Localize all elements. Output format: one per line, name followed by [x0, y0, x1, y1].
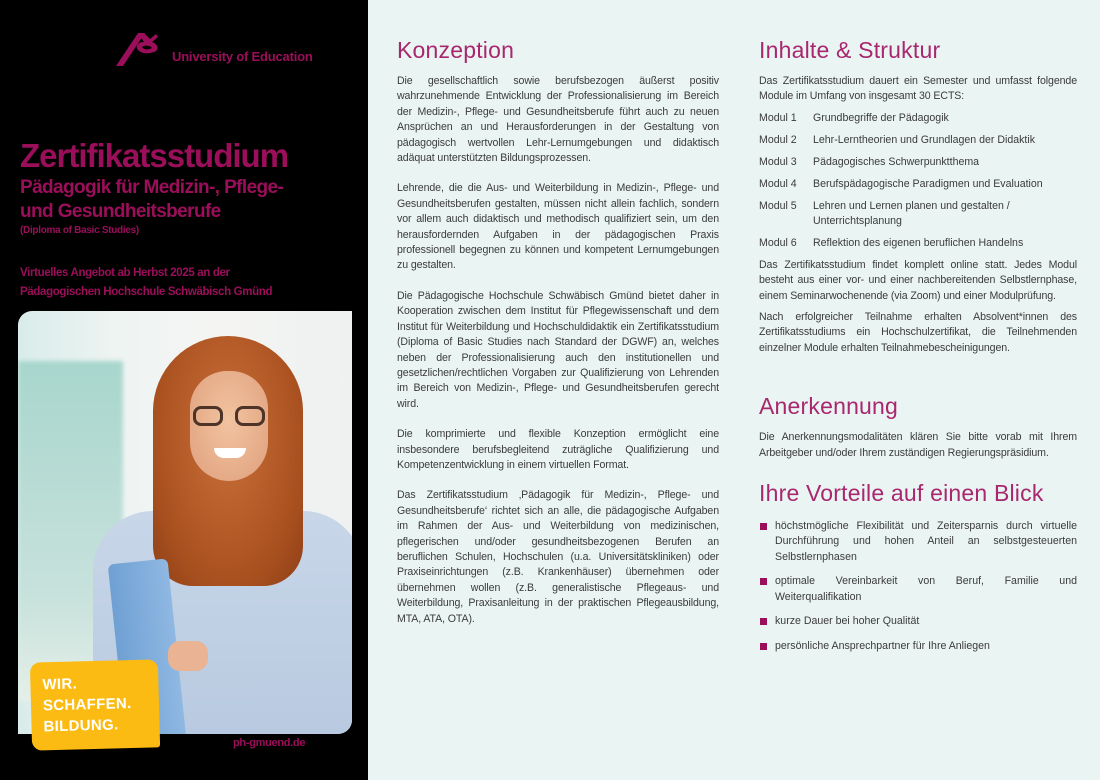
title-block — [20, 138, 360, 237]
benefit-text: optimale Vereinbarkeit von Beruf, Familie und Weiterqualifikation — [775, 575, 1077, 603]
inhalte-heading: Inhalte & Struktur — [759, 37, 941, 63]
subtitle-line-2: und Gesundheitsberufe — [20, 201, 221, 222]
university-logo — [114, 30, 313, 68]
module-number: Modul 3 — [759, 155, 797, 168]
slogan-line-1: WIR. — [42, 675, 78, 694]
module-item — [759, 133, 1077, 148]
konzeption-section — [397, 36, 719, 642]
subtitle-note: (Diploma of Basic Studies) — [20, 225, 139, 236]
module-list — [759, 111, 1077, 251]
module-item — [759, 236, 1077, 251]
module-name: Lehren und Lernen planen und gestalten / Unterrichtsplanung — [813, 199, 1010, 227]
konzeption-paragraph: Das Zertifikatsstudium ‚Pädagogik für Medizin-, Pflege- und Gesundheitsberufe‘ richtet sich an alle, die pädagogische Aufgaben im Rahmen der Aus- und Weiterbildung von medizinischen, pflegerischen und/oder gesundheitsbezogenen Berufen an beruflichen Schulen, Hochschulen (u.a. Universitätskliniken) oder Praxiseinrichtungen (z.B. Krankenhäuser) übernehmen oder übernehmen wollen (z.B. generalistische Pflegeaus- und Weiterbildung, Praxisanleitung in der praktischen Pflegeausbildung, MTA, ATA, OTA). — [397, 489, 719, 625]
konzeption-paragraph: Die gesellschaftlich sowie berufsbezogen äußerst positiv wahrzunehmende Entwicklung der Professionalisierung im Bereich der Medizin-, Pflege- und Gesundheitsberufe führt auch zu neuen Ansprüchen an und Herausforderungen in der Gestaltung von pädagogisch wertvollen Lehr-Lernumgebungen und didaktisch adäquat unterstützten Bildungsprozessen. — [397, 75, 719, 165]
benefit-text: höchstmögliche Flexibilität und Zeitersparnis durch virtuelle Durchführung und hohen Anteil an selbstgesteuerten Selbstlernphasen — [775, 520, 1077, 563]
inhalte-intro: Das Zertifikatsstudium dauert ein Semester und umfasst folgende Module im Umfang von insgesamt 30 ECTS: — [759, 75, 1077, 103]
cover-panel — [0, 0, 368, 780]
module-number: Modul 6 — [759, 236, 797, 249]
benefit-item — [759, 574, 1077, 605]
photo-smile — [214, 448, 246, 458]
module-number: Modul 2 — [759, 133, 797, 146]
konzeption-paragraph: Die komprimierte und flexible Konzeption ermöglicht eine insbesondere berufsbegleitend zuträgliche Qualifizierung und Kompetenzentwicklung in einem virtuellen Format. — [397, 428, 719, 471]
benefit-text: persönliche Ansprechpartner für Ihre Anliegen — [775, 639, 990, 652]
module-item — [759, 155, 1077, 170]
right-column — [759, 36, 1077, 663]
module-item — [759, 111, 1077, 126]
konzeption-heading: Konzeption — [397, 37, 515, 63]
module-number: Modul 4 — [759, 177, 797, 190]
square-bullet-icon — [760, 523, 767, 530]
benefit-text: kurze Dauer bei hoher Qualität — [775, 615, 920, 628]
square-bullet-icon — [760, 643, 767, 650]
slogan-line-2: SCHAFFEN. — [42, 695, 132, 715]
logo-text: University of Education — [172, 49, 313, 64]
anerkennung-section — [759, 392, 1077, 461]
module-item — [759, 177, 1077, 192]
module-name: Grundbegriffe der Pädagogik — [813, 111, 949, 124]
konzeption-paragraph: Die Pädagogische Hochschule Schwäbisch Gmünd bietet daher in Kooperation zwischen dem Institut für Pflegewissenschaft und dem Institut für Weiterbildung und Hochschuldidaktik ein Zertifikatsstudium (Diploma of Basic Studies nach Standard der DGWF) an, welches neben der Professionalisierung auch den institutionellen und gesetzlichen/rechtlichen Vorgaben zur Qualifizierung von Lehrenden im Bereich von Medizin-, Pflege- und Gesundheitsberufen gerecht wird. — [397, 289, 719, 410]
photo-hand — [168, 641, 208, 671]
slogan-line-3: BILDUNG. — [43, 716, 119, 736]
offer-line-1: Virtuelles Angebot ab Herbst 2025 an der — [20, 267, 230, 279]
subtitle-line-1: Pädagogik für Medizin-, Pflege- — [20, 177, 284, 198]
module-name: Reflektion des eigenen beruflichen Handelns — [813, 236, 1024, 249]
ph-roof-logo-icon — [114, 30, 174, 68]
module-name: Berufspädagogische Paradigmen und Evaluation — [813, 177, 1043, 190]
module-name: Pädagogisches Schwerpunktthema — [813, 155, 980, 168]
page-title: Zertifikatsstudium — [20, 137, 289, 174]
benefit-item — [759, 639, 1077, 654]
square-bullet-icon — [760, 578, 767, 585]
anerkennung-text: Die Anerkennungsmodalitäten klären Sie bitte vorab mit Ihrem Arbeitgeber und/oder Ihrem zuständigen Regierungspräsidium. — [759, 431, 1077, 459]
module-item — [759, 199, 1077, 229]
benefit-item — [759, 614, 1077, 629]
vorteile-heading: Ihre Vorteile auf einen Blick — [759, 480, 1044, 507]
website-link[interactable]: ph-gmuend.de — [233, 737, 306, 749]
benefit-item — [759, 519, 1077, 565]
module-name: Lehr-Lerntheorien und Grundlagen der Didaktik — [813, 133, 1036, 146]
module-number: Modul 5 — [759, 199, 797, 212]
inhalte-section — [759, 36, 1077, 356]
square-bullet-icon — [760, 618, 767, 625]
offer-line-2: Pädagogischen Hochschule Schwäbisch Gmünd — [20, 286, 273, 298]
slogan-badge — [30, 659, 160, 750]
photo-glasses — [193, 406, 265, 428]
anerkennung-heading: Anerkennung — [759, 393, 899, 420]
offer-text — [20, 264, 360, 302]
inhalte-paragraph: Das Zertifikatsstudium findet komplett online statt. Jedes Modul besteht aus einer vor- und einer nachbereitenden Selbstlernphase, einem Seminarwochenende (via Zoom) und einer Modulprüfung. — [759, 258, 1077, 302]
vorteile-section — [759, 479, 1077, 654]
inhalte-paragraph: Nach erfolgreicher Teilnahme erhalten Absolvent*innen des Zertifikatsstudiums ein Hochschulzertifikat, die Teilnehmenden einzelner Module erhalten Teilnahmebescheinigungen. — [759, 311, 1077, 354]
module-number: Modul 1 — [759, 111, 797, 124]
benefits-list — [759, 519, 1077, 654]
konzeption-paragraph: Lehrende, die die Aus- und Weiterbildung in Medizin-, Pflege- und Gesundheitsberufen gestalten, müssen nicht allein fachlich, sondern vor allem auch didaktisch und methodisch qualifiziert sein, um den herausfordernden Aufgaben in der pädagogischen Praxis professionell begegnen zu können und kompetent Lernumgebungen zu gestalten. — [397, 182, 719, 272]
